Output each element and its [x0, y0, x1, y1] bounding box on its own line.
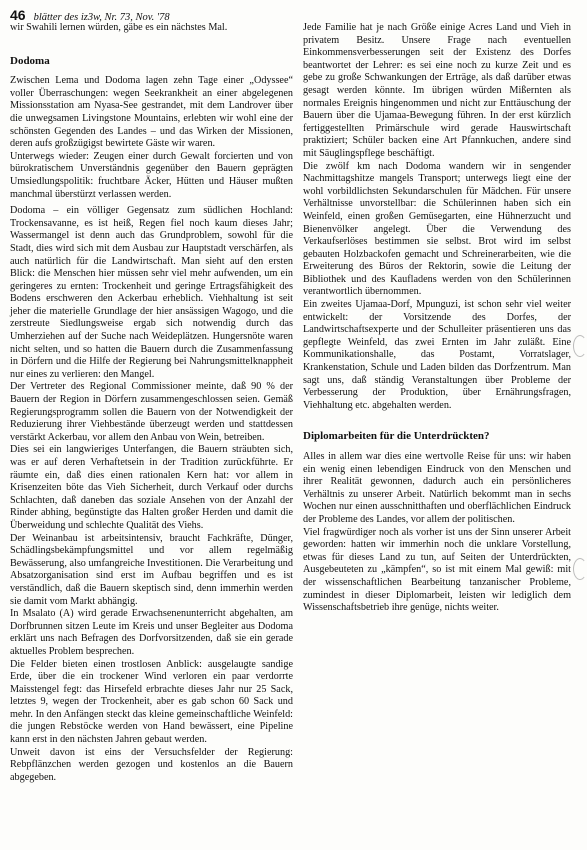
- running-head: blätter des iz3w, Nr. 73, Nov. '78: [33, 12, 170, 23]
- page-header: [10, 7, 170, 23]
- intro-line: wir Swahili lernen würden, gäbe es ein nächstes Mal.: [10, 22, 228, 33]
- paragraph: Dodoma – ein völliger Gegensatz zum südlichen Hochland: Trockensavanne, es ist heiß, Regen fiel noch kaum dieses Jahr; Wassermangel ist denn auch das Grundproblem, sowohl für die Stadt, dies wird sich mit dem Ausbau zur Hauptstadt verschärfen, als auch natürlich für die Landwirtschaft. Man sieht auf den ersten Blick: die Menschen hier müssen sehr viel mehr aufwenden, um ein geringeres zu ernten: Trockenheit und geringe Ertragsfähigkeit des Bodens erschweren den Ackerbau erheblich. Viehhaltung ist seit jeher die materielle Grundlage der hier ansässigen Wagogo, und die zerstreute Siedlungsweise ergab sich notwendig durch das Umherziehen auf der Suche nach Weideplätzen. Hungersnöte waren nicht selten, und so hatten die Bauern durch die Zusammenfassung in Dörfern und die Hilfe der Regierung bei Nahrungsmittelknappheit nur eines zu verlieren: den Mangel.: [10, 205, 293, 380]
- left-column: [10, 22, 293, 784]
- paragraph: Unweit davon ist eins der Versuchsfelder der Regierung: Rebpflänzchen werden gezogen und kostenlos an die Bauern abgegeben.: [10, 746, 293, 783]
- paragraph: Jede Familie hat je nach Größe einige Acres Land und Vieh in privatem Besitz. Unsere Frage nach eventuellen Einkommensverbesserungen seit der Existenz des Dorfes beantwortet der Lehrer: es sei eine noch zu kurze Zeit und es gebe zu große Schwankungen der Erträge, als daß darüber etwas gesagt werden könnte. Im übrigen würden Mißernten als normales Ereignis hingenommen und nicht zur Enttäuschung der Bauern über die Ujamaa-Bewegung führen. In der erst kürzlich fertiggestellten Primärschule wird gerade Hauswirtschaft praktiziert; Schüler backen eine Art Pfannkuchen, andere sind mit Säuglingspflege beschäftigt.: [303, 22, 571, 159]
- paragraph: Dies sei ein langwieriges Unterfangen, die Bauern sträubten sich, was er auf deren Verhaftetsein in der Tradition zurückführte. Er räumte ein, daß dies einen rationalen Kern hat: vor allem in Krisenzeiten böte das Vieh Sicherheit, durch Verkauf oder durchs Schlachten, daß daneben das soziale Ansehen von der Anzahl der Rinder abhing, begünstigte das Halten großer Herden und damit die Überweidung und schlechte Qualität des Viehs.: [10, 444, 293, 531]
- paragraph: Alles in allem war dies eine wertvolle Reise für uns: wir haben ein wenig einen lebendigen Eindruck von den Menschen und ihrer Realität gewonnen, dadurch auch ein persönlicheres Verhältnis zu unserer Arbeit. Natürlich bekommt man in sechs Wochen nur einen ausschnitthaften und oberflächlichen Eindruck der Probleme des Landes, vor allem der politischen.: [303, 451, 571, 525]
- right-column: [303, 22, 571, 615]
- binder-hole-mark: [573, 335, 587, 357]
- section-heading-dodoma: Dodoma: [10, 54, 50, 67]
- paragraph: Zwischen Lema und Dodoma lagen zehn Tage einer „Odyssee“ voller Überraschungen: wegen Seekrankheit an einer abgelegenen Missionsstation am Nyasa-See gestrandet, mit dem Landrover über die unwegsamen Livingstone Mountains, erlebten wir wohl eine der schönsten Gegenden des Landes – und das Wirken der Missionen, deren aufs großzügigst bewirtete Gäste wir waren.: [10, 75, 293, 150]
- paragraph: In Msalato (A) wird gerade Erwachsenenunterricht abgehalten, am Dorfbrunnen sitzen Leute im Kreis und unser Begleiter aus Dodoma erklärt uns nach Befragen des Dorfvorsitzenden, daß sie ein gerade aktuelles Problem besprechen.: [10, 608, 293, 657]
- paragraph: Der Vertreter des Regional Commissioner meinte, daß 90 % der Bauern der Region in Dörfern zusammengeschlossen seien. Gemäß Regierungsprogramm sollen die Bauern von der Notwendigkeit der Reduzierung ihrer Viehbestände überzeugt werden und stattdessen verstärkt Ackerbau, vor allem den Anbau von Wein, betreiben.: [10, 381, 293, 443]
- page-number: 46: [10, 7, 26, 23]
- binder-hole-mark: [573, 558, 587, 580]
- paragraph: Viel fragwürdiger noch als vorher ist uns der Sinn unserer Arbeit geworden: hatten wir immerhin noch die unklare Vorstellung, etwas für dieses Land zu tun, auf Seiten der Unterdrückten, Ausgebeuteten zu „kämpfen“, so ist mit einem Mal gewiß: mit der wissenschaftlichen Bearbeitung tanzanischer Probleme, zumindest in dieser Diplomarbeit, leisten wir lediglich dem Wissenschaftsbetrieb ihre genüge, nichts weiter.: [303, 526, 571, 614]
- paragraph: Die zwölf km nach Dodoma wandern wir in sengender Nachmittagshitze mangels Transport; unterwegs liegt eine der wohl vorbildlichsten Sekundarschulen für Mädchen. Für unsere Verhältnisse unvorstellbar: die Schülerinnen haben sich ein Weinfeld, einen großen Gemüsegarten, eine Hühnerzucht und Bienenvölker angelegt. Über die Verwendung des Verkaufserlöses bestimmen sie selbst. Brot wird im selbst gebauten Holzbackofen gemacht und Schreinerarbeiten, wie die Erweiterung des Büros der Rektorin, sowie die Leitung der Bibliothek und des Kaufladens werden von den Schülerinnen verantwortlich übernommen.: [303, 160, 571, 298]
- paragraph: Der Weinanbau ist arbeitsintensiv, braucht Fachkräfte, Dünger, Schädlingsbekämpfungsmittel und vor allem regelmäßig Bewässerung, also umfangreiche Investitionen. Die Verarbeitung und Absatzorganisation sind erst im Aufbau begriffen und es ist verständlich, daß die Bauern skeptisch sind, denn immerhin werden sie damit vom Markt abhängig.: [10, 532, 293, 607]
- paragraph: Ein zweites Ujamaa-Dorf, Mpunguzi, ist schon sehr viel weiter entwickelt: der Vorsitzende des Dorfes, der Landwirtschaftsexperte und der Schulleiter präsentieren uns das gepflegte Weinfeld, das zwei Ernten im Jahr zuläßt. Eine Kommunikationshalle, das Postamt, Vorratslager, Krankenstation, Schule und Laden bilden das Dorfzentrum. Man sagt uns, daß ständig Veranstaltungen über Probleme der Verbesserung der Produktion, über Ernährungsfragen, Viehhaltung etc. abgehalten werden.: [303, 299, 571, 411]
- section-heading-diplomarbeiten: Diplomarbeiten für die Unterdrückten?: [303, 430, 490, 443]
- paragraph: Die Felder bieten einen trostlosen Anblick: ausgelaugte sandige Erde, über die ein trockener Wind verloren ein paar verdorrte Maisstengel fegt: das Hirsefeld erbrachte dieses Jahr nur 25 Sack, letztes 9, wegen der Trockenheit, aber es gab schon 60 Sack und mehr. In den Anfängen steckt das kleine gemeinschaftliche Weinfeld: die jungen Rebstöcke werden von Hand bewässert, eine Pipeline kann erst in den nächsten Jahren gebaut werden.: [10, 658, 293, 746]
- paragraph: Unterwegs wieder: Zeugen einer durch Gewalt forcierten und von bürokratischem Unverständnis gegenüber den Bauern geprägten Umsiedlungspolitik: fruchtbare Äcker, Hütten und Häuser mußten manchmal überstürzt verlassen werden.: [10, 150, 293, 200]
